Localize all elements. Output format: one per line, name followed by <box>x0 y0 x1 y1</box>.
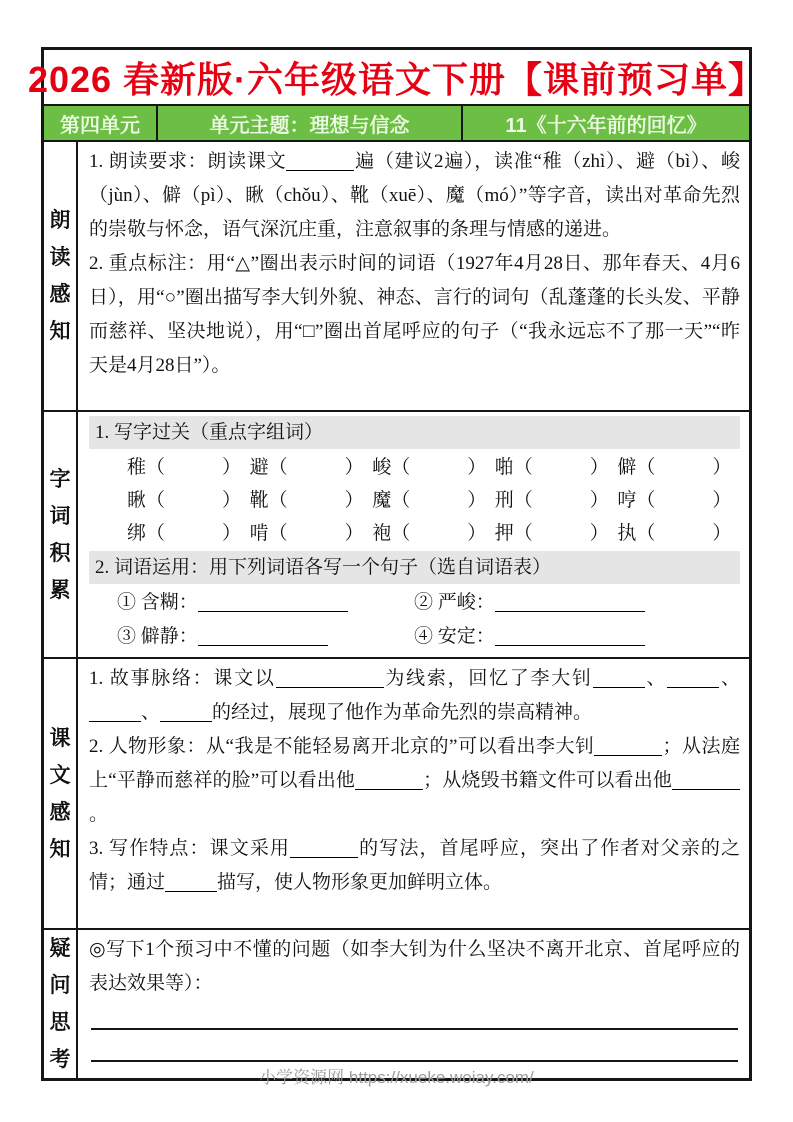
section-reading-label: 朗读感知 <box>49 208 71 343</box>
section-words <box>44 412 749 659</box>
word-use-row <box>89 586 740 620</box>
char-grid-cell: 稚（ ） <box>127 457 242 478</box>
char-grid-cell: 刑（ ） <box>494 490 609 511</box>
blank-line <box>495 626 645 646</box>
char-grid-cell: 魔（ ） <box>372 490 487 511</box>
blank-line <box>286 151 354 171</box>
char-grid-cell: 靴（ ） <box>249 490 364 511</box>
unit-cell: 第四单元 <box>60 114 140 137</box>
marking-instruction: 2. 重点标注：用“△”圈出表示时间的词语（1927年4月28日、那年春天、4月6日），用“○”圈出描写李大钊外貌、神态、言行的词句（乱蓬蓬的长头发、平静而慈祥、坚决地说），用“□”圈出首尾呼应的句子（“我永远忘不了那一天”“昨天是4月28日”）。 <box>89 253 740 376</box>
worksheet <box>27 47 766 1081</box>
blank-line <box>198 592 348 612</box>
char-grid-row <box>89 517 740 550</box>
character-image-item: 2. 人物形象：从“我是不能轻易离开北京的”可以看出李大钊 ；从法庭上“平静而慈祥的脸”可以看出他 ；从烧毁书籍文件可以看出他。 <box>89 736 740 825</box>
char-grid-cell: 啃（ ） <box>249 523 364 544</box>
blank-line <box>667 668 719 688</box>
blank-line <box>495 592 645 612</box>
word-use-row <box>89 620 740 654</box>
site-watermark: 小学资源网 https://xueke.woiay.com/ <box>259 1068 534 1087</box>
page-title: 2026 春新版·六年级语文下册【课前预习单】 <box>27 58 766 100</box>
section-question <box>44 930 749 1078</box>
section-reading <box>44 142 749 412</box>
char-grid-cell: 押（ ） <box>494 523 609 544</box>
blank-line <box>160 702 212 722</box>
word-use-item-1: ① 含糊： <box>117 586 414 620</box>
writing-practice-heading: 1. 写字过关（重点字组词） <box>89 416 740 449</box>
word-use-item-4: ④ 安定： <box>414 620 740 654</box>
word-use-item-3: ③ 僻静： <box>117 620 414 654</box>
section-words-content <box>78 412 749 657</box>
section-question-content <box>78 930 749 1078</box>
word-use-heading: 2. 词语运用：用下列词语各写一个句子（选自词语表） <box>89 551 740 584</box>
char-grid-cell: 僻（ ） <box>617 457 732 478</box>
char-grid-cell: 啪（ ） <box>494 457 609 478</box>
lesson-cell: 11《十六年前的回忆》 <box>461 106 749 140</box>
blank-line <box>594 736 662 756</box>
char-grid-cell: 瞅（ ） <box>127 490 242 511</box>
section-text <box>44 659 749 930</box>
char-grid-cell: 哼（ ） <box>617 490 732 511</box>
char-grid-cell: 袍（ ） <box>372 523 487 544</box>
reading-requirement: 1. 朗读要求：朗读课文 遍（建议2遍），读准“稚（zhì）、避（bì）、峻（jùn）、僻（pì）、瞅（chǒu）、靴（xuē）、魔（mó）”等字音，读出对革命先烈的崇敬与怀念，语气深沉庄重，注意叙事的条理与情感的递进。 <box>89 151 740 240</box>
section-text-label: 课文感知 <box>49 725 71 861</box>
answer-write-line <box>91 1030 738 1062</box>
char-grid-row <box>89 484 740 517</box>
question-prompt: ◎写下1个预习中不懂的问题（如李大钊为什么坚决不离开北京、首尾呼应的表达效果等）： <box>89 939 740 994</box>
unit-header <box>44 106 749 142</box>
char-grid-cell: 执（ ） <box>617 523 732 544</box>
char-grid-cell: 峻（ ） <box>372 457 487 478</box>
blank-line <box>276 668 384 688</box>
section-words-label: 字词积累 <box>49 466 71 602</box>
writing-feature-item: 3. 写作特点：课文采用 的写法，首尾呼应，突出了作者对父亲的之情；通过 描写，使人物形象更加鲜明立体。 <box>89 838 740 893</box>
blank-line <box>165 872 217 892</box>
story-thread-item: 1. 故事脉络：课文以 为线索，回忆了李大钊 、 、、 的经过，展现了他作为革命先烈的崇高精神。 <box>89 668 740 723</box>
theme-cell: 单元主题：理想与信念 <box>156 106 461 140</box>
section-label-cell <box>44 412 78 657</box>
char-grid-cell: 避（ ） <box>249 457 364 478</box>
word-use-item-2: ② 严峻： <box>414 586 740 620</box>
section-text-content <box>78 659 749 928</box>
blank-line <box>89 702 141 722</box>
blank-line <box>198 626 328 646</box>
section-label-cell <box>44 930 78 1078</box>
section-label-cell <box>44 142 78 410</box>
answer-write-line <box>91 1001 738 1030</box>
blank-line <box>355 770 423 790</box>
section-reading-content <box>78 142 749 410</box>
blank-line <box>290 838 358 858</box>
section-question-label: 疑问思考 <box>49 936 71 1071</box>
title-row <box>27 50 766 106</box>
blank-line <box>672 770 740 790</box>
char-grid-row <box>89 451 740 484</box>
char-grid-cell: 绑（ ） <box>127 523 242 544</box>
blank-line <box>593 668 645 688</box>
section-label-cell <box>44 659 78 928</box>
